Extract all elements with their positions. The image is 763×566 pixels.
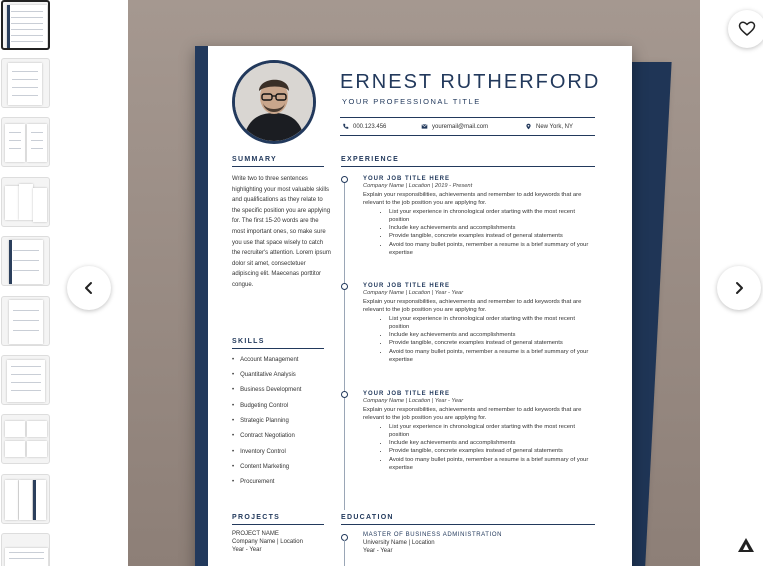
resume-page: [195, 46, 632, 566]
triangle-logo-icon[interactable]: [736, 535, 756, 555]
education-years: Year - Year: [363, 548, 393, 554]
skill-item: • Quantitative Analysis: [232, 372, 296, 378]
summary-text: Write two to three sentences highlighting your most valuable skills and qualifications as they relate to the specific position you are applying for. The first 15-20 words are the most important ones, so make sure you use that space wisely to catch the recruiter's attention. Lorem ipsum dolor sit amet, consectetuer adipiscing elit. Maecenas porttitor congue.: [232, 176, 331, 288]
skill-item: • Content Marketing: [232, 464, 290, 470]
education-rule: [341, 524, 595, 525]
previous-image-button[interactable]: [67, 266, 111, 310]
thumbnail-3[interactable]: [1, 117, 50, 167]
job-bullet: • Include key achievements and accomplishments: [389, 439, 595, 447]
contact-email-text: youremail@mail.com: [432, 123, 489, 130]
contact-location-text: New York, NY: [536, 123, 574, 130]
skill-item: • Business Development: [232, 387, 302, 393]
contact-phone-text: 000.123.456: [353, 123, 387, 130]
job-bullet: • List your experience in chronological order starting with the most recent position: [389, 208, 595, 225]
chevron-left-icon: [81, 280, 97, 296]
main-image: [128, 0, 700, 566]
profile-photo: [232, 60, 316, 144]
resume-side-band: [195, 46, 208, 566]
job-description: Explain your responsibilities, achievements and remember to add keywords that are relevant to the job position you are applying for.: [363, 407, 582, 422]
project-name: PROJECT NAME: [232, 531, 279, 537]
job-entry-3: [363, 391, 595, 472]
resume-title: YOUR PROFESSIONAL TITLE: [342, 97, 481, 106]
education-entry: [363, 531, 595, 555]
summary-rule: [232, 166, 324, 167]
next-image-button[interactable]: [717, 266, 761, 310]
skill-item: • Budgeting Control: [232, 403, 289, 409]
skill-item: • Account Management: [232, 357, 299, 363]
job-bullet: • Provide tangible, concrete examples instead of general statements: [389, 339, 595, 347]
thumbnail-5[interactable]: [1, 236, 50, 286]
skill-item: • Procurement: [232, 479, 275, 485]
contact-phone: [342, 123, 386, 130]
education-degree: MASTER OF BUSINESS ADMINISTRATION: [363, 532, 503, 538]
chevron-right-icon: [731, 280, 747, 296]
job-title: YOUR JOB TITLE HERE: [363, 283, 451, 289]
projects-heading: PROJECTS: [232, 514, 281, 521]
skill-item: • Inventory Control: [232, 449, 286, 455]
thumbnail-4[interactable]: [1, 177, 50, 227]
header-rule-top: [340, 117, 595, 118]
job-bullet: • Avoid too many bullet points, remember a resume is a brief summary of your expertise: [389, 348, 595, 365]
timeline-node: [341, 176, 348, 183]
resume-name: ERNEST RUTHERFORD: [340, 71, 601, 93]
contact-location: [525, 123, 573, 130]
thumbnail-strip: [0, 0, 56, 566]
timeline-node: [341, 391, 348, 398]
heart-icon: [738, 20, 756, 38]
skills-rule: [232, 348, 324, 349]
projects-rule: [232, 524, 324, 525]
thumbnail-7[interactable]: [1, 355, 50, 405]
job-bullet: • List your experience in chronological order starting with the most recent position: [389, 423, 595, 440]
job-bullet: • Include key achievements and accomplishments: [389, 331, 595, 339]
job-bullet: • List your experience in chronological order starting with the most recent position: [389, 315, 595, 332]
experience-rule: [341, 166, 595, 167]
job-bullets: [363, 208, 595, 258]
job-company: Company Name | Location | 2019 - Present: [363, 183, 473, 189]
job-company: Company Name | Location | Year - Year: [363, 290, 464, 296]
job-description: Explain your responsibilities, achievements and remember to add keywords that are relevant to the job position you are applying for.: [363, 192, 582, 207]
project-years: Year - Year: [232, 547, 262, 553]
mail-icon: [421, 123, 428, 130]
project-meta: Company Name | Location: [232, 539, 303, 545]
job-company: Company Name | Location | Year - Year: [363, 398, 464, 404]
thumbnail-9[interactable]: [1, 474, 50, 524]
education-heading: EDUCATION: [341, 514, 394, 521]
summary-heading: SUMMARY: [232, 156, 278, 163]
experience-heading: EXPERIENCE: [341, 156, 400, 163]
thumbnail-2[interactable]: [1, 58, 50, 108]
skills-heading: SKILLS: [232, 338, 265, 345]
experience-timeline: [344, 178, 345, 510]
job-entry-1: [363, 176, 595, 257]
thumbnail-6[interactable]: [1, 296, 50, 346]
job-bullets: [363, 315, 595, 365]
job-title: YOUR JOB TITLE HERE: [363, 176, 451, 182]
contact-email: [421, 123, 488, 130]
header-rule-bottom: [340, 135, 595, 136]
timeline-node: [341, 283, 348, 290]
location-pin-icon: [525, 123, 532, 130]
education-timeline: [344, 540, 345, 566]
job-bullets: [363, 423, 595, 473]
favorite-button[interactable]: [728, 10, 763, 48]
job-bullet: • Provide tangible, concrete examples instead of general statements: [389, 232, 595, 240]
skill-item: • Strategic Planning: [232, 418, 289, 424]
thumbnail-8[interactable]: [1, 414, 50, 464]
skill-item: • Contract Negotiation: [232, 433, 295, 439]
job-bullet: • Provide tangible, concrete examples instead of general statements: [389, 447, 595, 455]
thumbnail-1[interactable]: [1, 0, 50, 50]
phone-icon: [342, 123, 349, 130]
job-entry-2: [363, 283, 595, 364]
job-bullet: • Avoid too many bullet points, remember a resume is a brief summary of your expertise: [389, 241, 595, 258]
job-title: YOUR JOB TITLE HERE: [363, 391, 451, 397]
job-description: Explain your responsibilities, achievements and remember to add keywords that are relevant to the job position you are applying for.: [363, 299, 582, 314]
education-school: University Name | Location: [363, 540, 435, 546]
job-bullet: • Avoid too many bullet points, remember a resume is a brief summary of your expertise: [389, 456, 595, 473]
project-entry: [232, 530, 332, 554]
thumbnail-10[interactable]: [1, 533, 50, 566]
job-bullet: • Include key achievements and accomplishments: [389, 224, 595, 232]
